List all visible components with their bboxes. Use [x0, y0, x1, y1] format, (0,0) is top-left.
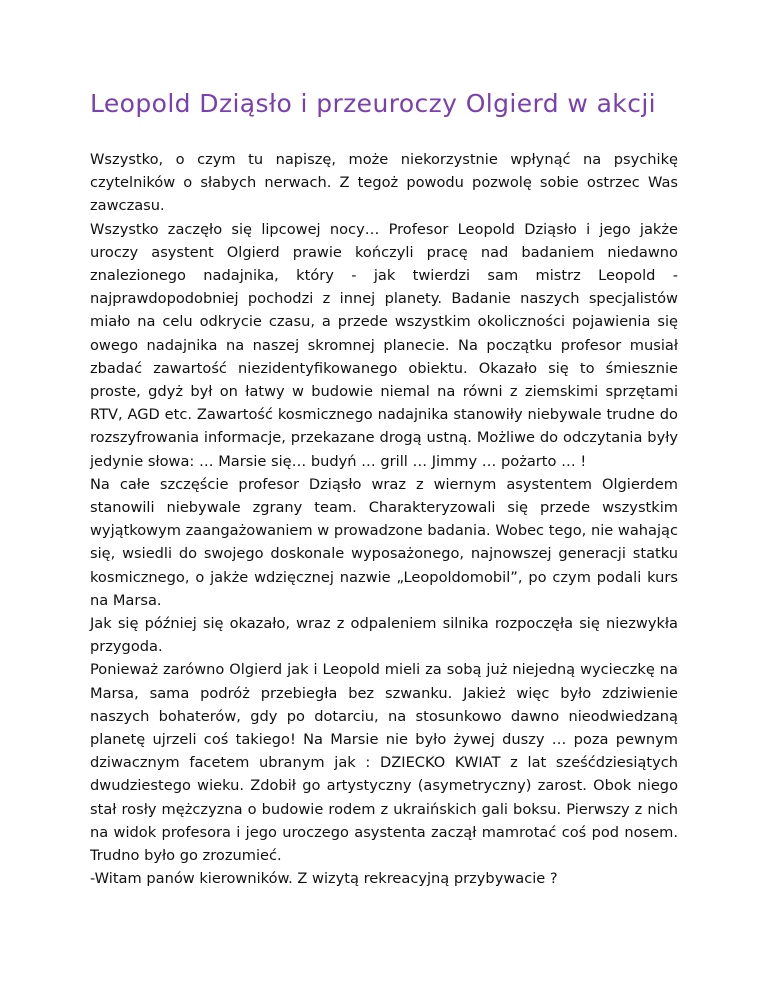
- paragraph: -Witam panów kierowników. Z wizytą rekreacyjną przybywacie ?: [90, 870, 558, 888]
- paragraph: Wszystko zaczęło się lipcowej nocy… Profesor Leopold Dziąsło i jego jakże uroczy asystent Olgierd prawie kończyli pracę nad badaniem niedawno znalezionego nadajnika, który - jak twierdzi sam mistrz Leopold - najprawdopodobniej pochodzi z innej planety. Badanie naszych specjalistów miało na celu odkrycie czasu, a przede wszystkim okoliczności pojawienia się owego nadajnika na naszej skromnej planecie. Na początku profesor musiał zbadać zawartość niezidentyfikowanego obiektu. Okazało się to śmiesznie proste, gdyż był on łatwy w budowie niemal na równi z ziemskimi sprzętami RTV, AGD etc. Zawartość kosmicznego nadajnika stanowiły niebywale trudne do rozszyfrowania informacje, przekazane drogą ustną. Możliwe do odczytania były jedynie słowa: … Marsie się… budyń … grill … Jimmy … pożarto … !: [90, 220, 678, 470]
- paragraph: Ponieważ zarówno Olgierd jak i Leopold mieli za sobą już niejedną wycieczkę na Marsa, sama podróż przebiegła bez szwanku. Jakież więc było zdziwienie naszych bohaterów, gdy po dotarciu, na stosunkowo dawno nieodwiedzaną planetę ujrzeli coś takiego! Na Marsie nie było żywej duszy … poza pewnym dziwacznym facetem ubranym jak : DZIECKO KWIAT z lat sześćdziesiątych dwudziestego wieku. Zdobił go artystyczny (asymetryczny) zarost. Obok niego stał rosły mężczyzna o budowie rodem z ukraińskich gali boksu. Pierwszy z nich na widok profesora i jego uroczego asystenta zaczął mamrotać coś pod nosem. Trudno było go zrozumieć.: [90, 661, 678, 865]
- document-title: Leopold Dziąsło i przeuroczy Olgierd w akcji: [90, 89, 657, 118]
- paragraph: Jak się później się okazało, wraz z odpaleniem silnika rozpoczęła się niezwykła przygoda.: [90, 615, 678, 656]
- paragraph: Wszystko, o czym tu napiszę, może niekorzystnie wpłynąć na psychikę czytelników o słabych nerwach. Z tegoż powodu pozwolę sobie ostrzec Was zawczasu.: [90, 151, 678, 215]
- paragraph: Na całe szczęście profesor Dziąsło wraz z wiernym asystentem Olgierdem stanowili niebywale zgrany team. Charakteryzowali się przede wszystkim wyjątkowym zaangażowaniem w prowadzone badania. Wobec tego, nie wahając się, wsiedli do swojego doskonale wyposażonego, najnowszej generacji statku kosmicznego, o jakże wdzięcznej nazwie „Leopoldomobil”, po czym podali kurs na Marsa.: [90, 475, 678, 609]
- document-body: [90, 148, 678, 891]
